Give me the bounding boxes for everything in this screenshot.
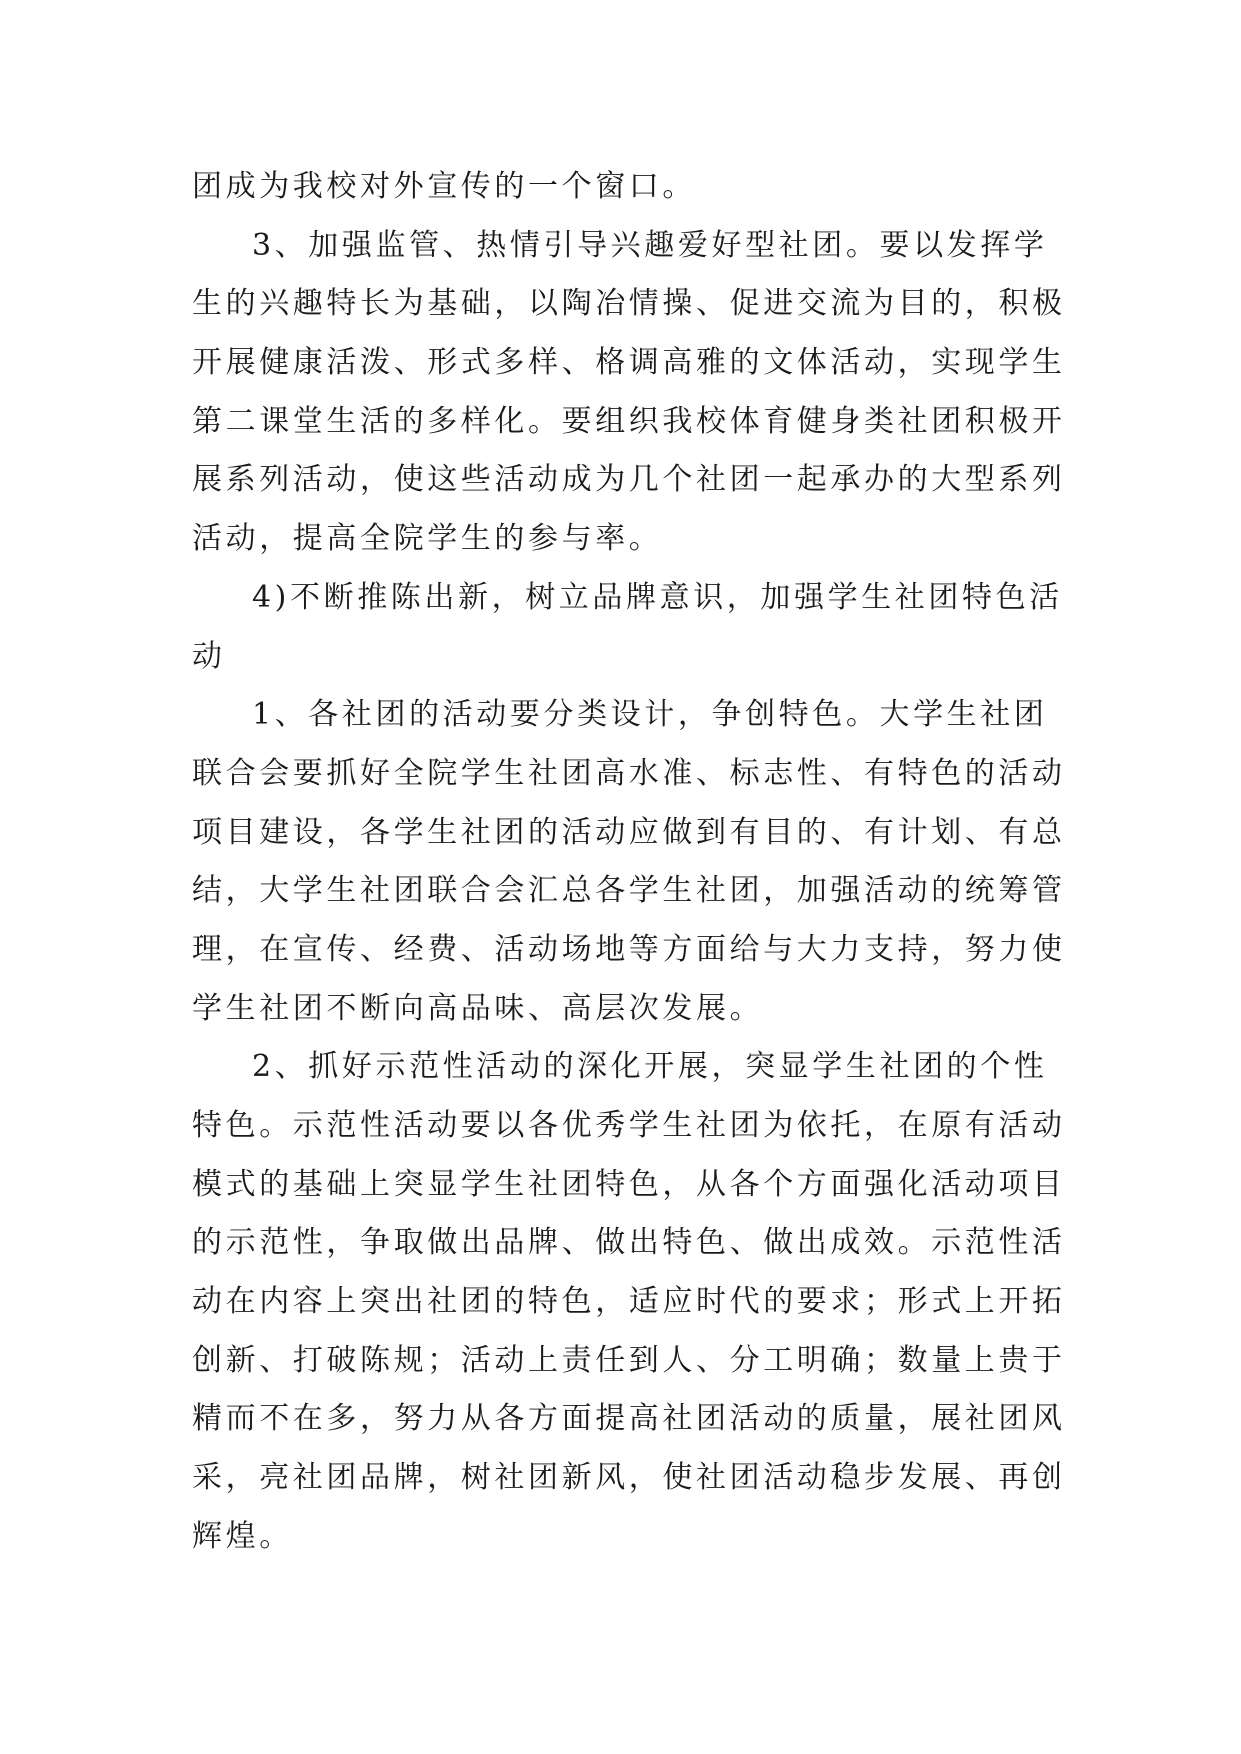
text-line: 精而不在多，努力从各方面提高社团活动的质量，展社团风 [192,1401,1066,1437]
text-line: 模式的基础上突显学生社团特色，从各个方面强化活动项目 [192,1166,1066,1202]
text-line: 活动，提高全院学生的参与率。 [192,521,663,557]
text-line: 项目建设，各学生社团的活动应做到有目的、有计划、有总 [192,814,1066,850]
text-line: 创新、打破陈规；活动上责任到人、分工明确；数量上贵于 [192,1342,1066,1378]
text-line: 联合会要抓好全院学生社团高水准、标志性、有特色的活动 [192,755,1066,791]
text-line: 辉煌。 [192,1518,293,1554]
text-line: 4)不断推陈出新，树立品牌意识，加强学生社团特色活 [252,579,1063,615]
text-line: 1、各社团的活动要分类设计，争创特色。大学生社团 [252,697,1048,733]
text-line: 的示范性，争取做出品牌、做出特色、做出成效。示范性活 [192,1225,1066,1261]
text-line: 3、加强监管、热情引导兴趣爱好型社团。要以发挥学 [252,227,1048,263]
text-line: 结，大学生社团联合会汇总各学生社团，加强活动的统筹管 [192,873,1066,909]
text-line: 动在内容上突出社团的特色，适应时代的要求；形式上开拓 [192,1284,1066,1320]
text-line: 展系列活动，使这些活动成为几个社团一起承办的大型系列 [192,462,1066,498]
text-line: 理，在宣传、经费、活动场地等方面给与大力支持，努力使 [192,931,1066,967]
text-line: 生的兴趣特长为基础，以陶冶情操、促进交流为目的，积极 [192,286,1066,322]
text-line: 开展健康活泼、形式多样、格调高雅的文体活动，实现学生 [192,345,1066,381]
text-line: 特色。示范性活动要以各优秀学生社团为依托，在原有活动 [192,1108,1066,1143]
text-line: 动 [192,638,226,674]
text-line: 团成为我校对外宣传的一个窗口。 [192,169,696,204]
text-line: 第二课堂生活的多样化。要组织我校体育健身类社团积极开 [192,403,1066,439]
text-line: 2、抓好示范性活动的深化开展，突显学生社团的个性 [252,1049,1048,1085]
document-body [192,158,1066,1567]
text-line: 学生社团不断向高品味、高层次发展。 [192,990,764,1026]
text-line: 采，亮社团品牌，树社团新风，使社团活动稳步发展、再创 [192,1460,1066,1496]
document-page [192,0,1066,1754]
